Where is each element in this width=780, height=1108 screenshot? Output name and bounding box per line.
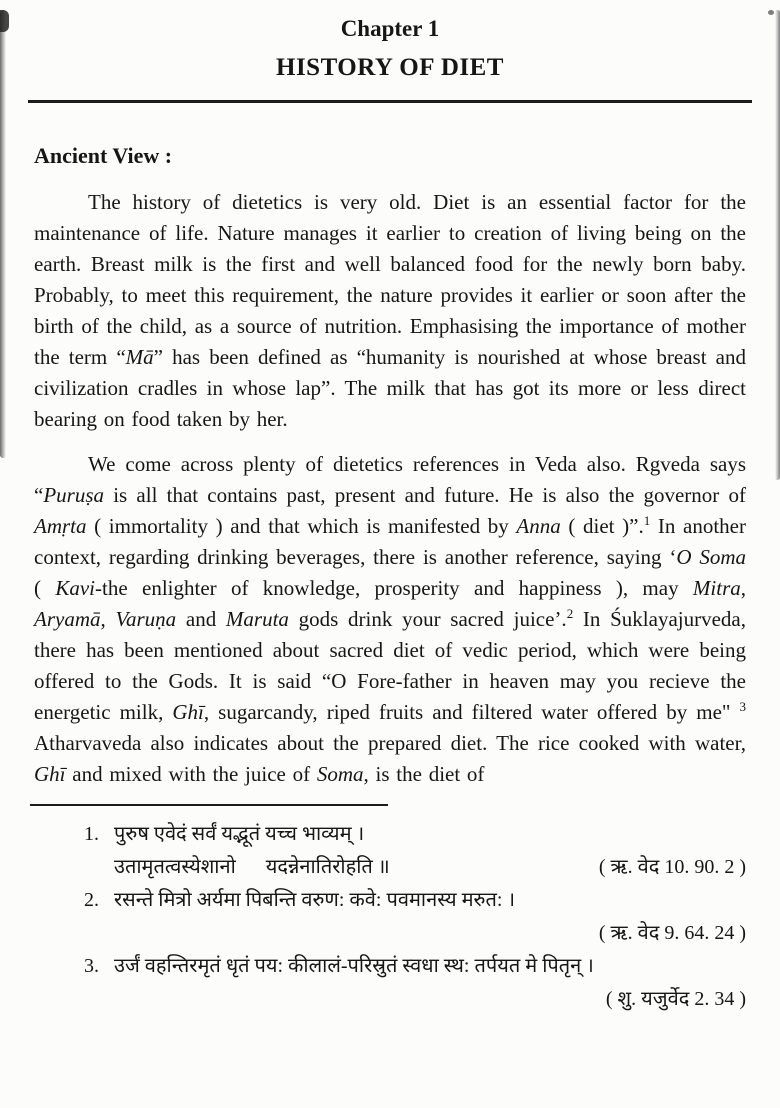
footnote-number: 1. xyxy=(84,823,99,845)
footnote-text: उर्जं वहन्तिरमृतं धृतं पय: कीलालं-परिस्रुतं स्वधा स्थ: तर्पयत मे पितृन् । xyxy=(114,955,594,977)
footnotes-section xyxy=(34,818,746,1016)
footnote-ref xyxy=(734,950,746,983)
footnote-2 xyxy=(84,884,746,950)
footnote-3 xyxy=(84,950,746,1016)
paragraph-ancient-view-2: We come across plenty of dietetics references in Veda also. Rgveda says “Puruṣa is all that contains past, present and future. He is also the governor of Amṛta ( immortality ) and that which is manifested by Anna ( diet )”.$^1$ In another context, regarding drinking beverages, there is another reference, saying ‘O Soma ( Kavi-the enlighter of knowledge, prosperity and happiness ), may Mitra, Aryamā, Varuṇa and Maruta gods drink your sacred juice’.$^2$ In Śuklayajurveda, there has been mentioned about sacred diet of vedic period, which were being offered to the Gods. It is said “O Fore-father in heaven may you recieve the energetic milk, Ghī, sugarcandy, riped fruits and filtered water offered by me" $^3$ Atharvaveda also indicates about the prepared diet. The rice cooked with water, Ghī and mixed with the juice of Soma, is the diet of xyxy=(34,452,746,786)
footnote-1 xyxy=(84,818,746,884)
page-title: HISTORY OF DIET xyxy=(276,54,504,81)
footnote-divider xyxy=(30,804,388,806)
footnote-body xyxy=(114,818,746,884)
footnote-text: पुरुष एवेदं सर्वं यद्भूतं यच्च भाव्यम् । xyxy=(114,823,365,845)
footnote-row xyxy=(114,851,746,884)
footnote-ref: ( ऋ. वेद 10. 90. 2 ) xyxy=(598,856,746,878)
footnote-ref xyxy=(734,884,746,917)
footnote-number: 3. xyxy=(84,955,99,977)
footnote-ref: ( ऋ. वेद 9. 64. 24 ) xyxy=(598,922,746,944)
body-text xyxy=(34,187,746,790)
footnote-ref xyxy=(734,818,746,851)
scan-artifact xyxy=(768,10,774,15)
footnote-text: उतामृतत्वस्येशानो यदन्नेनातिरोहति ॥ xyxy=(114,856,390,878)
footnote-row xyxy=(114,884,746,917)
section-heading: Ancient View : xyxy=(34,143,173,168)
title-divider xyxy=(28,100,752,103)
scan-artifact xyxy=(0,10,6,458)
footnote-text: रसन्ते मित्रो अर्यमा पिबन्ति वरुण: कवे: पवमानस्य मरुत: । xyxy=(114,889,516,911)
scan-artifact xyxy=(775,10,780,480)
footnote-row xyxy=(114,950,746,983)
footnote-row xyxy=(114,917,746,950)
footnote-ref: ( शु. यजुर्वेद 2. 34 ) xyxy=(605,988,746,1010)
footnote-body xyxy=(114,950,746,1016)
footnote-number: 2. xyxy=(84,889,99,911)
footnote-row xyxy=(114,818,746,851)
footnote-body xyxy=(114,884,746,950)
paragraph-ancient-view-1: The history of dietetics is very old. Diet is an essential factor for the maintenance of life. Nature manages it earlier to creation of living being on the earth. Breast milk is the first and well balanced food for the newly born baby. Probably, to meet this requirement, the nature provides it earlier or soon after the birth of the child, as a source of nutrition. Emphasising the importance of mother the term “Mā” has been defined as “humanity is nourished at whose breast and civilization cradles in whose lap”. The milk that has got its more or less direct bearing on food taken by her. xyxy=(34,190,746,431)
footnote-row xyxy=(114,983,746,1016)
chapter-heading: Chapter 1 xyxy=(340,16,440,41)
scan-artifact xyxy=(0,10,9,32)
